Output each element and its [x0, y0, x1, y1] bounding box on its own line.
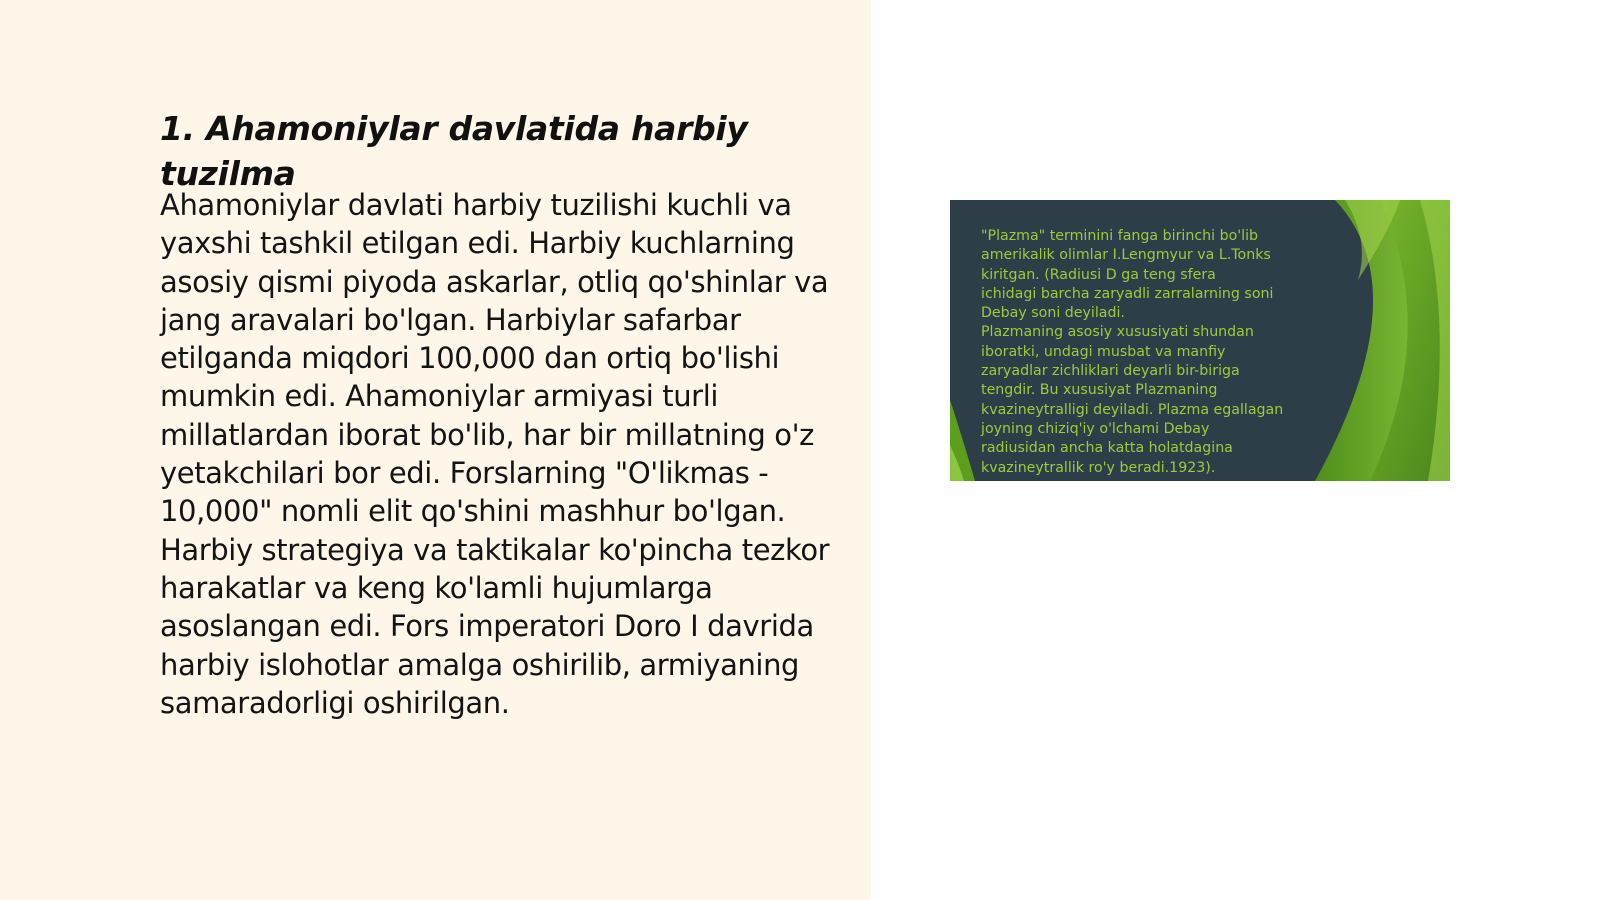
slide-body-text: Ahamoniylar davlati harbiy tuzilishi kuchli va yaxshi tashkil etilgan edi. Harbiy kuchlarning asosiy qismi piyoda askarlar, otliq qo'shinlar va jang aravalari bo'lgan. Harbiylar safarbar etilganda miqdori 100,000 dan ortiq bo'lishi mumkin edi. Ahamoniylar armiyasi turli millatlardan iborat bo'lib, har bir millatning o'z yetakchilari bor edi. Forslarning "O'likmas - 10,000" nomli elit qo'shini mashhur bo'lgan. Harbiy strategiya va taktikalar ko'pincha tezkor harakatlar va keng ko'lamli hujumlarga asoslangan edi. Fors imperatori Doro I davrida harbiy islohotlar amalga oshirilib, armiyaning samaradorligi oshirilgan.	[160, 188, 830, 720]
plasma-info-text: "Plazma" terminini fanga birinchi bo'lib amerikalik olimlar I.Lengmyur va L.Tonks kiritgan. (Radiusi D ga teng sfera ichidagi barcha zaryadli zarralarning soni Debay soni deyiladi. Plazmaning asosiy xususiyati shundan iboratki, undagi musbat va manfiy zaryadlar zichliklari deyarli bir-biriga tengdir. Bu xususiyat Plazmaning kvazineytralligi deyiladi. Plazma egallagan joyning chiziq'iy o'lchami Debay radiusidan ancha katta holatdagina kvazineytrallik ro'y beradi.1923).	[981, 228, 1284, 476]
slide-title: 1. Ahamoniylar davlatida harbiy tuzilma	[160, 109, 748, 193]
plasma-info-image	[950, 200, 1450, 481]
